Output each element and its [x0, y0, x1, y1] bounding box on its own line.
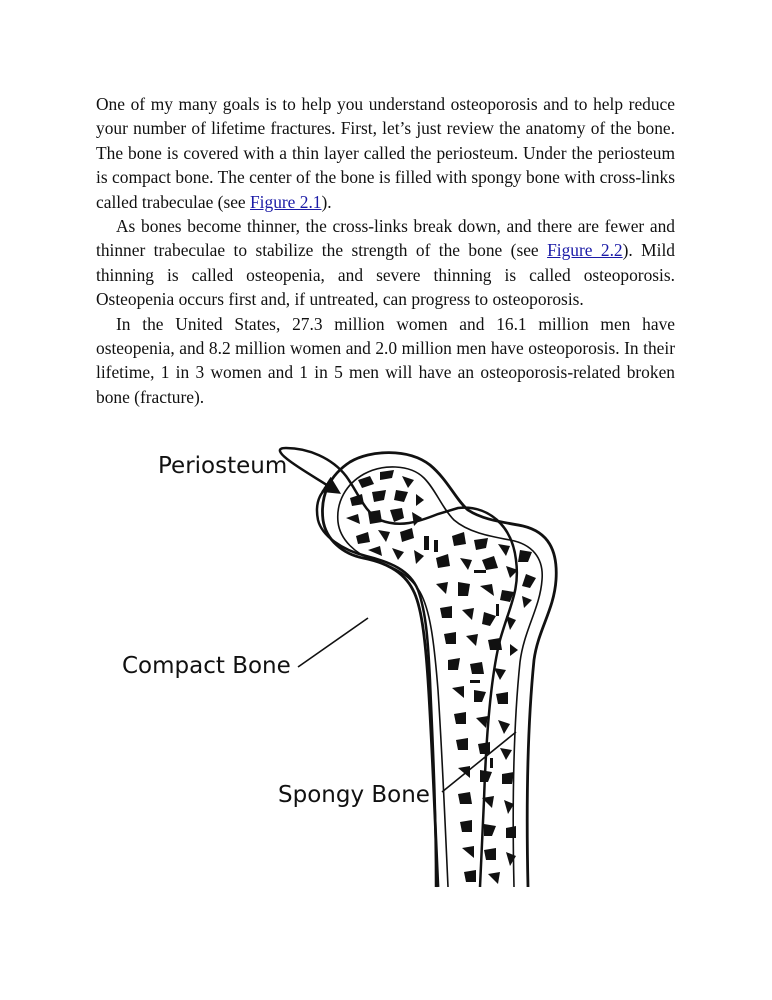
bone-anatomy-figure [118, 440, 678, 890]
compact-bone-leader-line [298, 618, 368, 667]
figure-2-2-link[interactable]: Figure 2.2 [547, 240, 623, 261]
paragraph-2-end: ). Mild thinning is called osteopenia, and severe thinning is called osteoporosis. Osteopenia occurs first and, if untreated, can progress to osteoporosis. [96, 240, 675, 310]
body-text [96, 92, 675, 409]
compact-bone-inner-boundary [338, 467, 542, 887]
spongy-bone-label: Spongy Bone [278, 782, 430, 808]
figure-2-1-link[interactable]: Figure 2.1 [250, 191, 322, 212]
paragraph-2 [96, 214, 675, 312]
paragraph-1-text: One of my many goals is to help you understand osteoporosis and to help reduce your number of lifetime fractures. First, let’s just review the anatomy of the bone. The bone is covered with a thin layer called the periosteum. Under the periosteum is compact bone. The center of the bone is filled with spongy bone with cross-links called trabeculae (see [96, 94, 675, 212]
paragraph-2-text: As bones become thinner, the cross-links break down, and there are fewer and thinner trabeculae to stabilize the strength of the bone (see [96, 216, 675, 261]
paragraph-3 [96, 312, 675, 410]
compact-bone-label: Compact Bone [122, 653, 291, 679]
bone-diagram [118, 440, 678, 890]
periosteum-label: Periosteum [158, 453, 288, 479]
paragraph-1-end: ). [321, 191, 332, 212]
paragraph-1 [96, 92, 675, 214]
paragraph-3-text: In the United States, 27.3 million women and 16.1 million men have osteopenia, and 8.2 million women and 2.0 million men have osteoporosis. In their lifetime, 1 in 3 women and 1 in 5 men will have an osteoporosis-related broken bone (fracture). [96, 313, 675, 407]
